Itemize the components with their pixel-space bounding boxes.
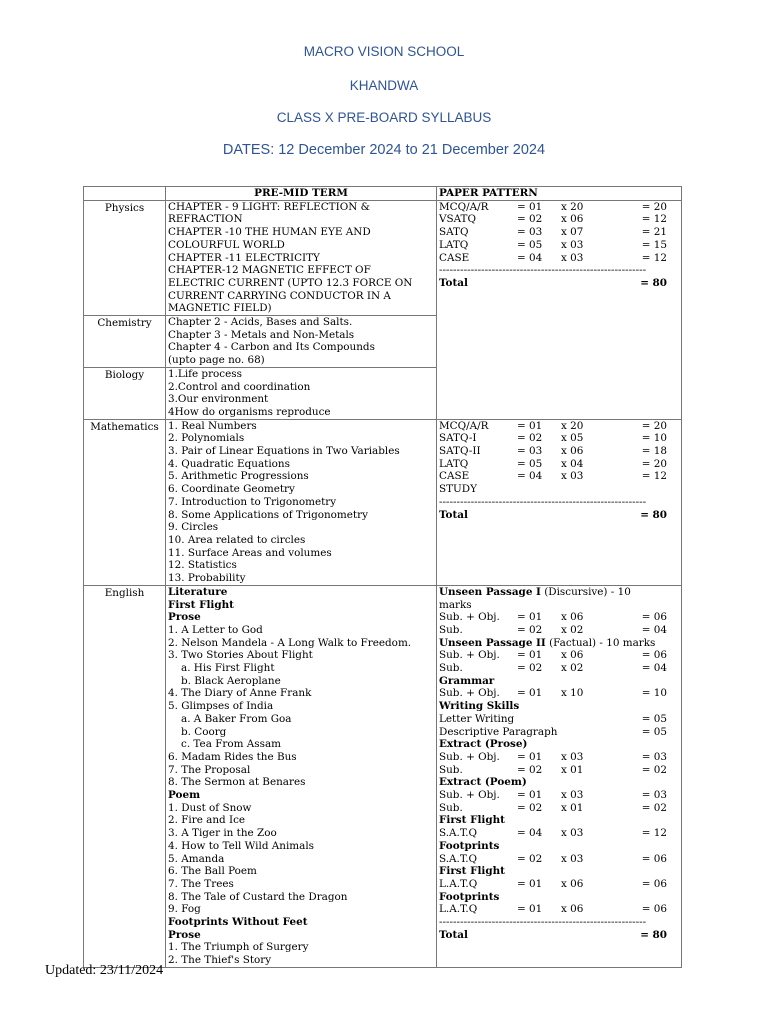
- syllabus-line: 1. The Triumph of Surgery: [168, 941, 309, 954]
- pattern-cell: = 06: [641, 611, 667, 624]
- syllabus-line: 9. Circles: [168, 521, 219, 534]
- pattern-cell: x 07: [561, 226, 584, 239]
- syllabus-line: CHAPTER-12 MAGNETIC EFFECT OF: [168, 264, 371, 277]
- pattern-row: [439, 878, 679, 891]
- syllabus-line: 4. How to Tell Wild Animals: [168, 839, 315, 852]
- pattern-heading-bold: Unseen Passage II: [439, 636, 546, 649]
- pattern-cell: = 04: [641, 662, 667, 675]
- pattern-row: [439, 239, 679, 252]
- pattern-row: [439, 789, 679, 802]
- table-row-mathematics: [84, 419, 682, 585]
- pattern-cell: = 04: [517, 470, 543, 483]
- pattern-section: Extract (Prose): [439, 738, 528, 751]
- pattern-cell: = 10: [641, 687, 667, 700]
- pattern-row: [439, 751, 679, 764]
- syllabus-line: 1. Real Numbers: [168, 419, 257, 432]
- pattern-row: [439, 764, 679, 777]
- pattern-cell: MCQ/A/R: [439, 419, 489, 432]
- pattern-row: [439, 662, 679, 675]
- pattern-cell: x 03: [561, 827, 584, 840]
- pattern-cell: S.A.T.Q: [439, 827, 478, 840]
- syllabus-line: REFRACTION: [168, 213, 243, 226]
- pattern-row: [439, 687, 679, 700]
- pattern-cell: = 05: [641, 725, 667, 738]
- section-heading: Literature: [168, 585, 228, 598]
- pattern-cell: SATQ: [439, 226, 469, 239]
- pattern-cell: = 01: [517, 903, 543, 916]
- english-syllabus: [166, 585, 437, 967]
- pattern-cell: = 05: [517, 238, 543, 251]
- pattern-cell: = 01: [517, 687, 543, 700]
- pattern-cell: SATQ-II: [439, 445, 481, 458]
- pattern-row: [439, 726, 679, 739]
- pattern-separator: -----------------------------------------------------------: [439, 495, 647, 508]
- syllabus-line: 2. The Thief's Story: [168, 954, 272, 967]
- syllabus-line: 2. Fire and Ice: [168, 814, 246, 827]
- pattern-row: [439, 713, 679, 726]
- syllabus-line: b. Coorg: [181, 725, 227, 738]
- pattern-cell: x 06: [561, 611, 584, 624]
- pattern-cell: LATQ: [439, 457, 469, 470]
- pattern-cell: = 01: [517, 877, 543, 890]
- pattern-cell: MCQ/A/R: [439, 200, 489, 213]
- english-paper-pattern: [437, 585, 682, 967]
- pattern-heading-bold: Unseen Passage I: [439, 585, 541, 598]
- pattern-row: [439, 213, 679, 226]
- pattern-cell: = 02: [517, 763, 543, 776]
- updated-date: Updated: 23/11/2024: [45, 963, 164, 978]
- pattern-cell: x 06: [561, 445, 584, 458]
- pattern-row: [439, 201, 679, 214]
- section-heading: Poem: [168, 789, 201, 802]
- pattern-cell: x 01: [561, 763, 584, 776]
- syllabus-line: (upto page no. 68): [168, 354, 265, 367]
- pattern-cell: Sub.: [439, 763, 463, 776]
- pattern-row: [439, 420, 679, 433]
- pattern-row: [439, 649, 679, 662]
- pattern-heading-rest: (Factual) - 10 marks: [545, 636, 656, 649]
- pattern-row: [439, 458, 679, 471]
- pattern-cell: Sub. + Obj.: [439, 789, 500, 802]
- pattern-row: [439, 903, 679, 916]
- pattern-cell: = 06: [641, 877, 667, 890]
- pattern-cell: x 03: [561, 470, 584, 483]
- pattern-cell: LATQ: [439, 238, 469, 251]
- syllabus-line: 8. Some Applications of Trigonometry: [168, 508, 368, 521]
- pattern-study: STUDY: [439, 483, 477, 496]
- syllabus-line: b. Black Aeroplane: [181, 674, 281, 687]
- syllabus-line: 2.Control and coordination: [168, 380, 311, 393]
- pattern-cell: x 06: [561, 877, 584, 890]
- pattern-cell: Letter Writing: [439, 712, 515, 725]
- pattern-cell: = 02: [641, 801, 667, 814]
- total-label: Total: [439, 508, 468, 521]
- pattern-cell: L.A.T.Q: [439, 877, 478, 890]
- syllabus-line: Chapter 2 - Acids, Bases and Salts.: [168, 316, 353, 329]
- syllabus-line: ELECTRIC CURRENT (UPTO 12.3 FORCE ON: [168, 276, 413, 289]
- pattern-cell: = 01: [517, 419, 543, 432]
- syllabus-line: 2. Polynomials: [168, 432, 245, 445]
- subject-chemistry: Chemistry: [84, 316, 166, 368]
- pattern-total-row: [439, 929, 679, 942]
- pattern-cell: x 03: [561, 238, 584, 251]
- pattern-cell: = 06: [641, 903, 667, 916]
- biology-syllabus: [166, 367, 437, 419]
- subject-mathematics: Mathematics: [84, 419, 166, 585]
- pattern-cell: x 03: [561, 251, 584, 264]
- pattern-cell: = 02: [517, 662, 543, 675]
- syllabus-line: 5. Arithmetic Progressions: [168, 470, 309, 483]
- pattern-cell: CASE: [439, 470, 470, 483]
- school-name: MACRO VISION SCHOOL: [303, 44, 465, 59]
- pattern-cell: = 04: [641, 623, 667, 636]
- syllabus-line: a. A Baker From Goa: [181, 712, 292, 725]
- pattern-cell: x 03: [561, 750, 584, 763]
- pattern-cell: Sub.: [439, 662, 463, 675]
- pattern-section: First Flight: [439, 814, 505, 827]
- syllabus-line: CHAPTER -10 THE HUMAN EYE AND: [168, 226, 371, 239]
- pattern-cell: = 02: [517, 852, 543, 865]
- pattern-cell: = 12: [641, 470, 667, 483]
- syllabus-line: 1. A Letter to God: [168, 623, 263, 636]
- pattern-cell: = 20: [641, 457, 667, 470]
- pattern-cell: = 03: [517, 226, 543, 239]
- pattern-row: [439, 611, 679, 624]
- pattern-cell: = 05: [641, 712, 667, 725]
- pattern-cell: x 20: [561, 200, 584, 213]
- pattern-row: [439, 226, 679, 239]
- syllabus-line: 5. Amanda: [168, 852, 225, 865]
- pattern-cell: = 01: [517, 611, 543, 624]
- syllabus-line: 3. Pair of Linear Equations in Two Variables: [168, 445, 400, 458]
- pattern-row: [439, 470, 679, 483]
- pattern-cell: x 01: [561, 801, 584, 814]
- exam-dates: DATES: 12 December 2024 to 21 December 2024: [222, 142, 546, 158]
- section-heading: Prose: [168, 611, 201, 624]
- section-heading: Prose: [168, 928, 201, 941]
- pattern-cell: x 10: [561, 687, 584, 700]
- pattern-cell: x 06: [561, 213, 584, 226]
- pattern-cell: = 01: [517, 649, 543, 662]
- pattern-heading-rest: (Discursive) - 10: [540, 585, 631, 598]
- pattern-cell: x 05: [561, 432, 584, 445]
- syllabus-line: 1.Life process: [168, 367, 242, 380]
- syllabus-line: 12. Statistics: [168, 559, 237, 572]
- subject-english: English: [84, 585, 166, 967]
- pattern-cell: VSATQ: [439, 213, 477, 226]
- pattern-cell: = 05: [517, 457, 543, 470]
- syllabus-line: 8. The Tale of Custard the Dragon: [168, 890, 348, 903]
- header-paper-pattern: PAPER PATTERN: [437, 187, 682, 201]
- pattern-cell: L.A.T.Q: [439, 903, 478, 916]
- pattern-cell: = 02: [517, 623, 543, 636]
- syllabus-line: 4How do organisms reproduce: [168, 405, 331, 418]
- pattern-cell: x 06: [561, 649, 584, 662]
- document-title: CLASS X PRE-BOARD SYLLABUS: [276, 110, 492, 125]
- pattern-cell: = 20: [641, 419, 667, 432]
- pattern-cell: = 12: [641, 251, 667, 264]
- syllabus-line: 7. The Trees: [168, 877, 234, 890]
- pattern-cell: = 06: [641, 649, 667, 662]
- pattern-section: Grammar: [439, 674, 495, 687]
- pattern-cell: x 04: [561, 457, 584, 470]
- school-city: KHANDWA: [349, 78, 419, 93]
- pattern-section: Writing Skills: [439, 700, 520, 713]
- pattern-cell: SATQ-I: [439, 432, 477, 445]
- pattern-total-row: [439, 277, 679, 290]
- syllabus-line: 8. The Sermon at Benares: [168, 776, 306, 789]
- header-pre-mid-term: PRE-MID TERM: [166, 187, 437, 201]
- pattern-cell: Sub.: [439, 623, 463, 636]
- pattern-cell: = 03: [517, 445, 543, 458]
- pattern-cell: Descriptive Paragraph: [439, 725, 558, 738]
- section-heading: First Flight: [168, 598, 234, 611]
- pattern-row: [439, 252, 679, 265]
- subject-physics: Physics: [84, 200, 166, 315]
- syllabus-line: MAGNETIC FIELD): [168, 302, 272, 315]
- pattern-cell: x 20: [561, 419, 584, 432]
- syllabus-line: a. His First Flight: [181, 662, 275, 675]
- total-label: Total: [439, 276, 468, 289]
- pattern-cell: = 01: [517, 200, 543, 213]
- pattern-cell: = 04: [517, 251, 543, 264]
- syllabus-line: 4. The Diary of Anne Frank: [168, 687, 312, 700]
- syllabus-line: Chapter 4 - Carbon and Its Compounds: [168, 341, 375, 354]
- syllabus-line: 7. Introduction to Trigonometry: [168, 495, 337, 508]
- pattern-row: [439, 624, 679, 637]
- pattern-cell: = 06: [641, 852, 667, 865]
- syllabus-line: 11. Surface Areas and volumes: [168, 546, 332, 559]
- syllabus-line: Chapter 3 - Metals and Non-Metals: [168, 328, 355, 341]
- pattern-cell: x 02: [561, 623, 584, 636]
- total-label: Total: [439, 928, 468, 941]
- subject-biology: Biology: [84, 367, 166, 419]
- syllabus-line: 10. Area related to circles: [168, 533, 306, 546]
- table-header-row: [84, 187, 682, 201]
- physics-syllabus: [166, 200, 437, 315]
- pattern-cell: = 18: [641, 445, 667, 458]
- pattern-separator: -----------------------------------------------------------: [439, 264, 647, 277]
- pattern-cell: = 02: [517, 213, 543, 226]
- syllabus-line: 13. Probability: [168, 572, 246, 585]
- syllabus-line: 6. The Ball Poem: [168, 865, 257, 878]
- pattern-section: First Flight: [439, 865, 505, 878]
- pattern-cell: = 10: [641, 432, 667, 445]
- pattern-cell: Sub. + Obj.: [439, 649, 500, 662]
- pattern-cell: CASE: [439, 251, 470, 264]
- syllabus-line: 3. A Tiger in the Zoo: [168, 827, 277, 840]
- pattern-cell: Sub. + Obj.: [439, 687, 500, 700]
- total-value: = 80: [640, 928, 667, 941]
- table-row-english: [84, 585, 682, 967]
- pattern-row: [439, 853, 679, 866]
- section-heading: Footprints Without Feet: [168, 916, 308, 929]
- pattern-heading: [439, 637, 679, 650]
- pattern-row: [439, 802, 679, 815]
- syllabus-line: 4. Quadratic Equations: [168, 457, 290, 470]
- pattern-cell: = 12: [641, 213, 667, 226]
- pattern-row: [439, 432, 679, 445]
- syllabus-line: 3. Two Stories About Flight: [168, 649, 313, 662]
- header-blank-cell: [84, 187, 166, 201]
- mathematics-syllabus: [166, 419, 437, 585]
- pattern-cell: = 12: [641, 827, 667, 840]
- syllabus-line: c. Tea From Assam: [181, 738, 281, 751]
- syllabus-line: CHAPTER -11 ELECTRICITY: [168, 251, 320, 264]
- pattern-cell: Sub. + Obj.: [439, 750, 500, 763]
- pattern-text: marks: [439, 598, 472, 611]
- pattern-cell: Sub. + Obj.: [439, 611, 500, 624]
- pattern-cell: S.A.T.Q: [439, 852, 478, 865]
- syllabus-line: 3.Our environment: [168, 393, 269, 406]
- syllabus-table: [83, 186, 682, 968]
- pattern-row: [439, 445, 679, 458]
- syllabus-line: 2. Nelson Mandela - A Long Walk to Freedom.: [168, 636, 412, 649]
- pattern-cell: = 03: [641, 789, 667, 802]
- syllabus-line: 1. Dust of Snow: [168, 801, 252, 814]
- syllabus-line: 7. The Proposal: [168, 763, 251, 776]
- table-row-physics: [84, 200, 682, 315]
- syllabus-line: CHAPTER - 9 LIGHT: REFLECTION &: [168, 200, 370, 213]
- pattern-cell: = 01: [517, 750, 543, 763]
- syllabus-line: 9. Fog: [168, 903, 201, 916]
- science-paper-pattern: [437, 200, 682, 419]
- pattern-row: [439, 827, 679, 840]
- total-value: = 80: [640, 276, 667, 289]
- chemistry-syllabus: [166, 316, 437, 368]
- pattern-cell: = 20: [641, 200, 667, 213]
- pattern-cell: = 03: [641, 750, 667, 763]
- pattern-cell: x 06: [561, 903, 584, 916]
- pattern-section: Footprints: [439, 839, 500, 852]
- pattern-cell: x 03: [561, 789, 584, 802]
- pattern-section: Extract (Poem): [439, 776, 527, 789]
- pattern-cell: x 03: [561, 852, 584, 865]
- pattern-cell: = 02: [641, 763, 667, 776]
- mathematics-paper-pattern: [437, 419, 682, 585]
- pattern-section: Footprints: [439, 890, 500, 903]
- pattern-total-row: [439, 509, 679, 522]
- syllabus-line: COLOURFUL WORLD: [168, 238, 285, 251]
- pattern-cell: = 02: [517, 801, 543, 814]
- syllabus-line: 5. Glimpses of India: [168, 700, 274, 713]
- pattern-cell: x 02: [561, 662, 584, 675]
- pattern-cell: Sub.: [439, 801, 463, 814]
- pattern-cell: = 21: [641, 226, 667, 239]
- pattern-cell: = 02: [517, 432, 543, 445]
- total-value: = 80: [640, 508, 667, 521]
- pattern-cell: = 01: [517, 789, 543, 802]
- syllabus-line: CURRENT CARRYING CONDUCTOR IN A: [168, 289, 391, 302]
- pattern-heading: [439, 586, 679, 599]
- syllabus-line: 6. Coordinate Geometry: [168, 483, 295, 496]
- pattern-separator: -----------------------------------------------------------: [439, 916, 647, 929]
- syllabus-line: 6. Madam Rides the Bus: [168, 750, 297, 763]
- pattern-cell: = 15: [641, 238, 667, 251]
- pattern-cell: = 04: [517, 827, 543, 840]
